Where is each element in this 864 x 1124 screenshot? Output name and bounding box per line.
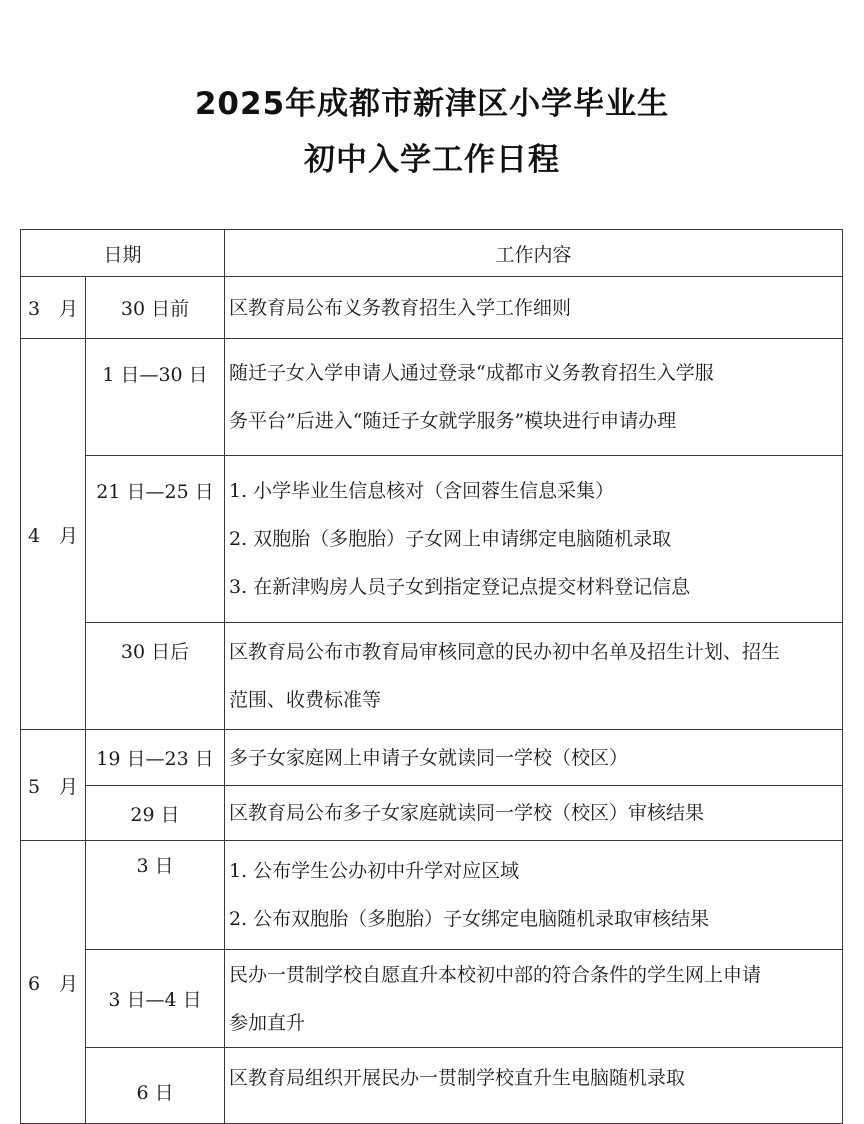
- table-row: [21, 730, 843, 786]
- content-cell: [225, 786, 843, 841]
- document-title-line2: 初中入学工作日程: [304, 142, 560, 178]
- content-line: 多子女家庭网上申请子女就读同一学校（校区）: [229, 746, 629, 769]
- table-row: [21, 456, 843, 623]
- day-cell: 29 日: [86, 786, 225, 841]
- content-line: 区教育局公布义务教育招生入学工作细则: [229, 296, 572, 319]
- content-cell: [225, 950, 843, 1048]
- day-cell: 19 日—23 日: [86, 730, 225, 786]
- day-cell: 30 日前: [86, 277, 225, 339]
- content-line: 范围、收费标准等: [229, 689, 382, 711]
- day-cell: 21 日—25 日: [86, 456, 225, 623]
- content-line: 民办一贯制学校自愿直升本校初中部的符合条件的学生网上申请: [229, 963, 762, 986]
- month-cell: 5 月: [21, 730, 86, 841]
- content-line: 区教育局公布多子女家庭就读同一学校（校区）审核结果: [229, 802, 705, 824]
- header-content: 工作内容: [225, 230, 843, 277]
- content-cell: [225, 1048, 843, 1124]
- document-title-line1: 2025年成都市新津区小学毕业生: [194, 86, 670, 122]
- table-header-row: [21, 230, 843, 277]
- content-cell: [225, 730, 843, 786]
- month-cell: 3 月: [21, 277, 86, 339]
- content-cell: [225, 277, 843, 339]
- table-row: [21, 339, 843, 456]
- table-row: [21, 277, 843, 339]
- month-cell: 4 月: [21, 339, 86, 730]
- table-row: [21, 841, 843, 950]
- table-row: [21, 950, 843, 1048]
- content-line: 2. 公布双胞胎（多胞胎）子女绑定电脑随机录取审核结果: [229, 908, 710, 930]
- content-line: 1. 公布学生公办初中升学对应区域: [229, 860, 520, 882]
- table-row: [21, 786, 843, 841]
- content-cell: [225, 841, 843, 950]
- table-row: [21, 623, 843, 730]
- content-line: 1. 小学毕业生信息核对（含回蓉生信息采集）: [229, 480, 615, 502]
- content-cell: [225, 456, 843, 623]
- content-line: 3. 在新津购房人员子女到指定登记点提交材料登记信息: [229, 576, 691, 598]
- content-line: 区教育局公布市教育局审核同意的民办初中名单及招生计划、招生: [229, 641, 781, 663]
- day-cell: 30 日后: [86, 623, 225, 730]
- content-line: 区教育局组织开展民办一贯制学校直升生电脑随机录取: [229, 1067, 686, 1089]
- header-date: 日期: [21, 230, 225, 277]
- month-cell: 6 月: [21, 841, 86, 1124]
- content-line: 2. 双胞胎（多胞胎）子女网上申请绑定电脑随机录取: [229, 528, 672, 550]
- day-cell: 1 日—30 日: [86, 339, 225, 456]
- table-row: [21, 1048, 843, 1124]
- content-cell: [225, 339, 843, 456]
- day-cell: 3 日—4 日: [86, 950, 225, 1048]
- day-cell: 3 日: [86, 841, 225, 950]
- content-line: 务平台”后进入“随迁子女就学服务”模块进行申请办理: [229, 410, 677, 432]
- content-line: 参加直升: [229, 1011, 306, 1034]
- day-cell: 6 日: [86, 1048, 225, 1124]
- content-line: 随迁子女入学申请人通过登录“成都市义务教育招生入学服: [229, 362, 714, 384]
- schedule-table: [20, 229, 843, 1124]
- content-cell: [225, 623, 843, 730]
